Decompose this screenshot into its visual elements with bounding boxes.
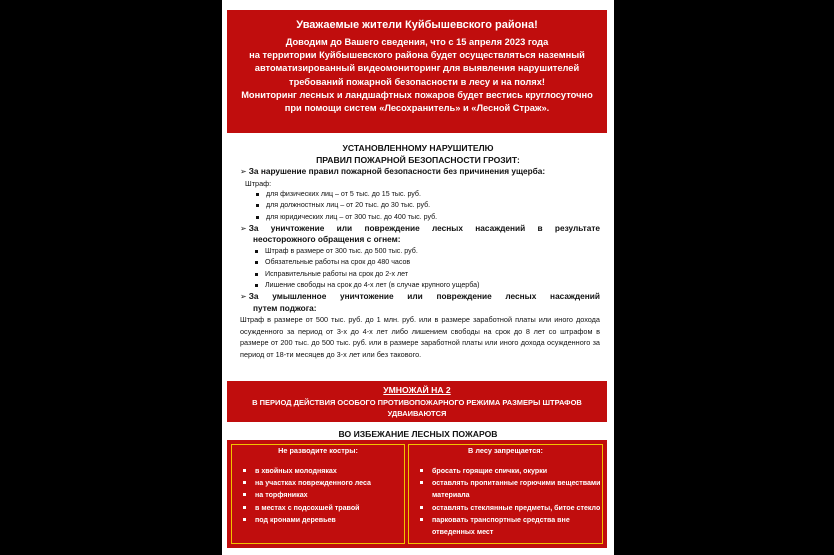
list-item: в местах с подсохшей травой	[232, 502, 404, 514]
section-3-heading-cont: путем поджога:	[253, 302, 317, 313]
prevention-heading: ВО ИЗБЕЖАНИЕ ЛЕСНЫХ ПОЖАРОВ	[338, 429, 498, 439]
penalties-heading-2: ПРАВИЛ ПОЖАРНОЙ БЕЗОПАСНОСТИ ГРОЗИТ:	[316, 155, 520, 165]
banner-title: Уважаемые жители Куйбышевского района!	[296, 19, 538, 31]
multiplier-banner	[227, 381, 607, 422]
list-item: бросать горящие спички, окурки	[409, 465, 602, 477]
arrow-bullet-icon: ➢	[240, 167, 247, 176]
list-item: на торфяниках	[232, 489, 404, 501]
banner-line: требований пожарной безопасности в лесу и на полях!	[289, 76, 545, 87]
list-item: для физических лиц – от 5 тыс. до 15 тыс. руб.	[240, 189, 600, 200]
fine-label: Штраф:	[245, 178, 272, 188]
list-item: парковать транспортные средства вне отведенных мест	[409, 514, 602, 538]
banner-line: автоматизированный видеомониторинг для выявления нарушителей	[254, 63, 580, 74]
no-campfire-list	[232, 465, 404, 526]
penalties-body	[240, 166, 600, 360]
section-3-heading: ➢ За умышленное уничтожение или повреждение лесных насаждений	[240, 291, 600, 302]
list-item: на участках поврежденного леса	[232, 477, 404, 489]
list-item: оставлять пропитанные горючими веществами материала	[409, 477, 602, 501]
list-item: Исправительные работы на срок до 2-х лет	[240, 269, 600, 280]
list-item: оставлять стеклянные предметы, битое стекло	[409, 502, 602, 514]
forbidden-list	[409, 465, 602, 538]
no-campfire-column	[231, 444, 405, 544]
banner-line: Доводим до Вашего сведения, что с 15 апреля 2023 года	[285, 37, 549, 47]
arrow-bullet-icon: ➢	[240, 223, 247, 233]
section-2-list	[240, 246, 600, 291]
multiplier-title: УМНОЖАЙ НА 2	[383, 385, 451, 395]
section-3-text: Штраф в размере от 500 тыс. руб. до 1 млн. руб. или в размере заработной платы или иного дохода осужденного за период от 3-х до 4-х лет либо лишением свободы на срок до 8 лет со штрафом в размере от 200 тыс. до 500 тыс. руб. или в размере заработной платы или иного дохода осужденного за период от 18-ти месяцев до 3-х лет или без такового.	[240, 315, 600, 359]
list-item: под кронами деревьев	[232, 514, 404, 526]
document-page	[222, 0, 614, 555]
list-item: для должностных лиц – от 20 тыс. до 30 тыс. руб.	[240, 200, 600, 211]
prevention-banner	[227, 440, 607, 548]
list-item: Лишение свободы на срок до 4-х лет (в случае крупного ущерба)	[240, 280, 600, 291]
column-title: Не разводите костры:	[278, 446, 358, 455]
section-1-list	[240, 189, 600, 223]
multiplier-text: УДВАИВАЮТСЯ	[387, 409, 447, 418]
forbidden-column	[408, 444, 603, 544]
list-item: Штраф в размере от 300 тыс. до 500 тыс. руб.	[240, 246, 600, 257]
banner-line: при помощи систем «Лесохранитель» и «Лесной Страж».	[284, 103, 550, 114]
list-item: Обязательные работы на срок до 480 часов	[240, 257, 600, 268]
multiplier-text: В ПЕРИОД ДЕЙСТВИЯ ОСОБОГО ПРОТИВОПОЖАРНОГО РЕЖИМА РАЗМЕРЫ ШТРАФОВ	[252, 398, 582, 407]
penalties-heading-1: УСТАНОВЛЕННОМУ НАРУШИТЕЛЮ	[342, 143, 494, 153]
announcement-banner	[227, 10, 607, 133]
section-2-heading: ➢ За уничтожение или повреждение лесных насаждений в результате	[240, 222, 600, 233]
banner-line: Мониторинг лесных и ландшафтных пожаров будет вестись круглосуточно	[241, 89, 593, 100]
section-2-heading-cont: неосторожного обращения с огнем:	[253, 234, 401, 245]
arrow-bullet-icon: ➢	[240, 292, 247, 302]
banner-line: на территории Куйбышевского района будет осуществляться наземный	[249, 50, 585, 61]
list-item: в хвойных молодняках	[232, 465, 404, 477]
column-title: В лесу запрещается:	[468, 446, 543, 455]
section-1-heading: ➢ За нарушение правил пожарной безопасности без причинения ущерба:	[240, 166, 546, 176]
list-item: для юридических лиц – от 300 тыс. до 400 тыс. руб.	[240, 212, 600, 223]
